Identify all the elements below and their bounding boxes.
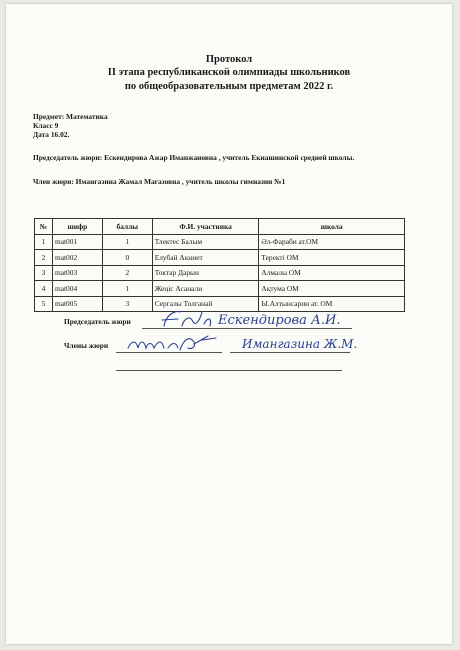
table-header-row <box>35 219 405 235</box>
chairman-signature-text: Ескендирова А.И. <box>218 313 341 328</box>
cell-score: 3 <box>102 296 152 312</box>
table-row <box>35 250 405 266</box>
cell-code: mat005 <box>52 296 102 312</box>
cell-number: 4 <box>35 281 53 297</box>
cell-participant: Жеңіс Асанали <box>152 281 259 297</box>
header-number: № <box>35 219 53 235</box>
header-score: баллы <box>102 219 152 235</box>
cell-school: Ы.Алтынсарин ат. ОМ <box>259 296 405 312</box>
cell-score: 2 <box>102 265 152 281</box>
cell-code: mat004 <box>52 281 102 297</box>
results-table <box>34 218 405 312</box>
cell-number: 2 <box>35 250 53 266</box>
document-subtitle-2: по общеобразовательным предметам 2022 г. <box>124 81 334 92</box>
table-row <box>35 281 405 297</box>
member-signature-image <box>238 330 438 356</box>
subject-line: Предмет: Математика <box>33 112 108 121</box>
member-initial-signature <box>124 330 224 356</box>
cell-participant: Сергалы Толганай <box>152 296 259 312</box>
header-code: шифр <box>52 219 102 235</box>
grade-line: Класс 9 <box>33 121 59 130</box>
cell-score: 1 <box>102 234 152 250</box>
cell-number: 1 <box>35 234 53 250</box>
cell-score: 0 <box>102 250 152 266</box>
table-row <box>35 234 405 250</box>
cell-participant: Тлектес Балым <box>152 234 259 250</box>
cell-number: 5 <box>35 296 53 312</box>
date-line: Дата 16.02. <box>33 130 70 139</box>
chairman-line: Председатель жюри: Ескендирова Ажар Иманжановна , учитель Екиашинской средней школы. <box>33 153 355 162</box>
cell-code: mat003 <box>52 265 102 281</box>
cell-participant: Токтар Дарын <box>152 265 259 281</box>
cell-school: Ақтума ОМ <box>259 281 405 297</box>
cell-code: mat002 <box>52 250 102 266</box>
cell-number: 3 <box>35 265 53 281</box>
cell-participant: Елубай Акниет <box>152 250 259 266</box>
document-title: Протокол <box>205 54 253 65</box>
document-page <box>6 4 452 644</box>
members-signature-label: Члены жюри <box>64 341 109 350</box>
table-row <box>35 265 405 281</box>
signature-line-extra <box>116 370 342 371</box>
document-subtitle-1: II этапа республиканской олимпиады школьников <box>107 67 351 78</box>
cell-code: mat001 <box>52 234 102 250</box>
cell-school: Теректі ОМ <box>259 250 405 266</box>
cell-score: 1 <box>102 281 152 297</box>
member-line: Член жюри: Имангазина Жамал Магазовна , учитель школы гимназии №1 <box>33 177 286 186</box>
cell-school: Алмалы ОМ <box>259 265 405 281</box>
cell-school: Әл-Фараби ат.ОМ <box>259 234 405 250</box>
member-signature-text: Имангазина Ж.М. <box>242 337 358 351</box>
header-participant: Ф.И. участника <box>152 219 259 235</box>
header-school: школа <box>259 219 405 235</box>
chairman-signature-label: Председатель жюри <box>64 317 131 326</box>
